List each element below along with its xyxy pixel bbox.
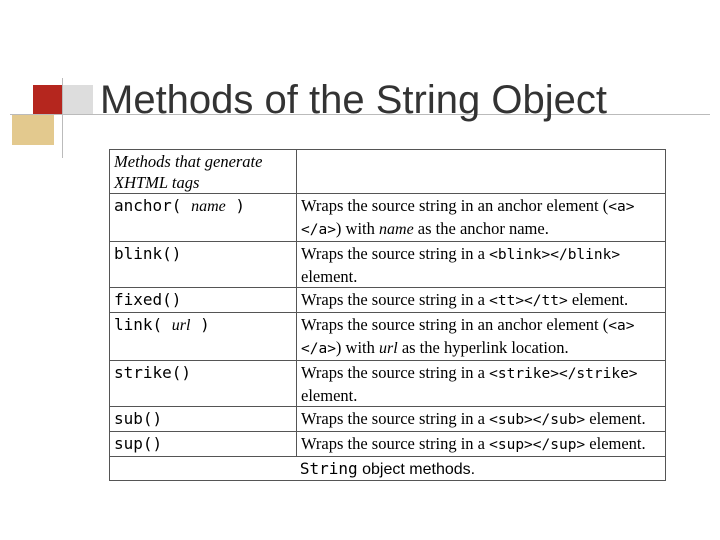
decor-square-tan [12,115,54,145]
decor-square-gray [63,85,93,115]
description-anchor: Wraps the source string in an anchor element (<a></a>) with name as the anchor name. [297,194,666,242]
table-row [110,361,666,407]
description-link: Wraps the source string in an anchor element (<a></a>) with url as the hyperlink location. [297,313,666,361]
table-row [110,313,666,361]
table-caption-row [110,457,666,481]
method-link: link( url ) [110,313,297,361]
description-blink: Wraps the source string in a <blink></blink> element. [297,242,666,288]
method-sup: sup() [110,432,297,457]
description-fixed: Wraps the source string in a <tt></tt> element. [297,288,666,313]
table-row [110,407,666,432]
table-row [110,194,666,242]
method-blink: blink() [110,242,297,288]
table-row [110,242,666,288]
methods-table [109,149,666,481]
page-title: Methods of the String Object [100,78,607,122]
table-header-row [110,150,666,194]
header-methods: Methods that generate XHTML tags [110,150,297,194]
description-sub: Wraps the source string in a <sub></sub> element. [297,407,666,432]
method-sub: sub() [110,407,297,432]
method-strike: strike() [110,361,297,407]
decor-square-red [33,85,63,115]
description-sup: Wraps the source string in a <sup></sup> element. [297,432,666,457]
table-caption: String object methods. [110,457,666,481]
method-fixed: fixed() [110,288,297,313]
table-row [110,432,666,457]
decor-line-vertical [62,78,63,158]
description-strike: Wraps the source string in a <strike></strike> element. [297,361,666,407]
table-row [110,288,666,313]
header-description [297,150,666,194]
method-anchor: anchor( name ) [110,194,297,242]
